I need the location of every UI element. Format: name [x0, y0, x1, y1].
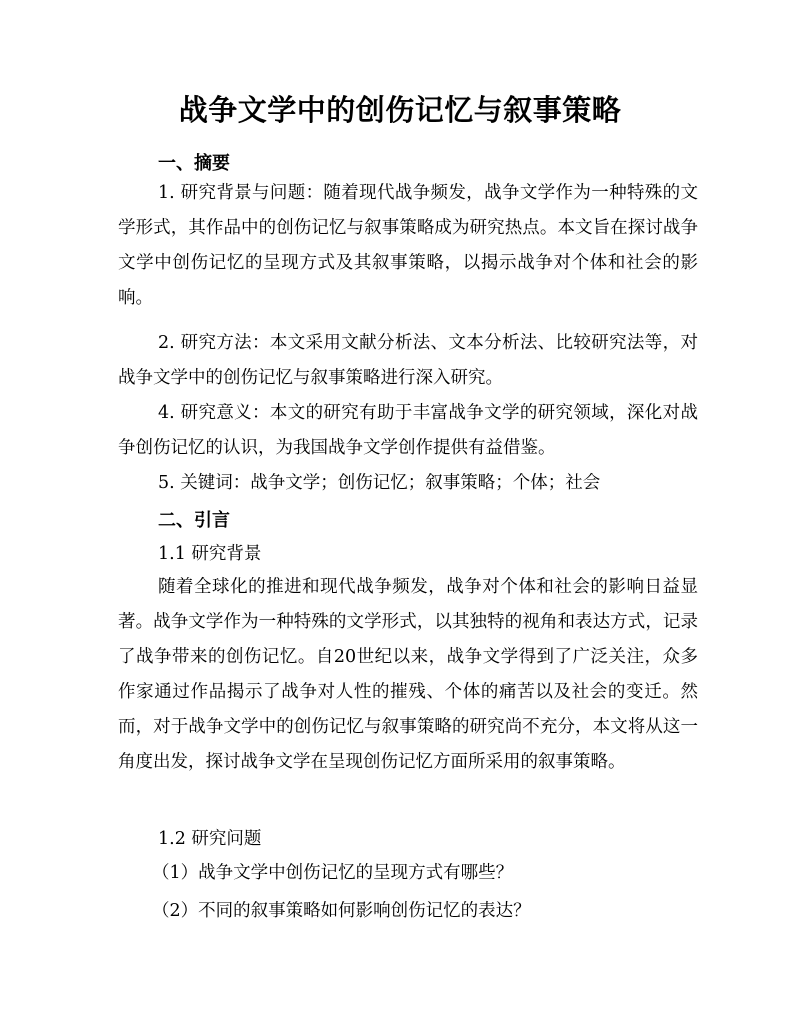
abstract-item-methods: 2. 研究方法：本文采用文献分析法、文本分析法、比较研究法等，对战争文学中的创伤记忆与叙事策略进行深入研究。: [118, 333, 698, 388]
background-heading: 1.1 研究背景: [158, 544, 262, 564]
abstract-item-keywords: 5. 关键词：战争文学；创伤记忆；叙事策略；个体；社会: [158, 473, 601, 493]
abstract-item-significance: 4. 研究意义：本文的研究有助于丰富战争文学的研究领域，深化对战争创伤记忆的认识，为我国战争文学创作提供有益借鉴。: [118, 403, 698, 458]
research-question-1: （1）战争文学中创伤记忆的呈现方式有哪些？: [152, 863, 514, 883]
abstract-heading: 一、摘要: [158, 153, 230, 174]
questions-heading: 1.2 研究问题: [158, 829, 262, 849]
background-paragraph: 随着全球化的推进和现代战争频发，战争对个体和社会的影响日益显著。战争文学作为一种特殊的文学形式，以其独特的视角和表达方式，记录了战争带来的创伤记忆。自20世纪以来，战争文学得到了广泛关注，众多作家通过作品揭示了战争对人性的摧残、个体的痛苦以及社会的变迁。然而，对于战争文学中的创伤记忆与叙事策略的研究尚不充分，本文将从这一角度出发，探讨战争文学在呈现创伤记忆方面所采用的叙事策略。: [118, 577, 698, 772]
abstract-item-background: 1. 研究背景与问题：随着现代战争频发，战争文学作为一种特殊的文学形式，其作品中的创伤记忆与叙事策略成为研究热点。本文旨在探讨战争文学中创伤记忆的呈现方式及其叙事策略，以揭示战争对个体和社会的影响。: [118, 183, 698, 308]
intro-heading: 二、引言: [158, 510, 230, 531]
research-question-2: （2）不同的叙事策略如何影响创伤记忆的表达？: [152, 901, 531, 921]
document-title: 战争文学中的创伤记忆与叙事策略: [178, 93, 622, 127]
